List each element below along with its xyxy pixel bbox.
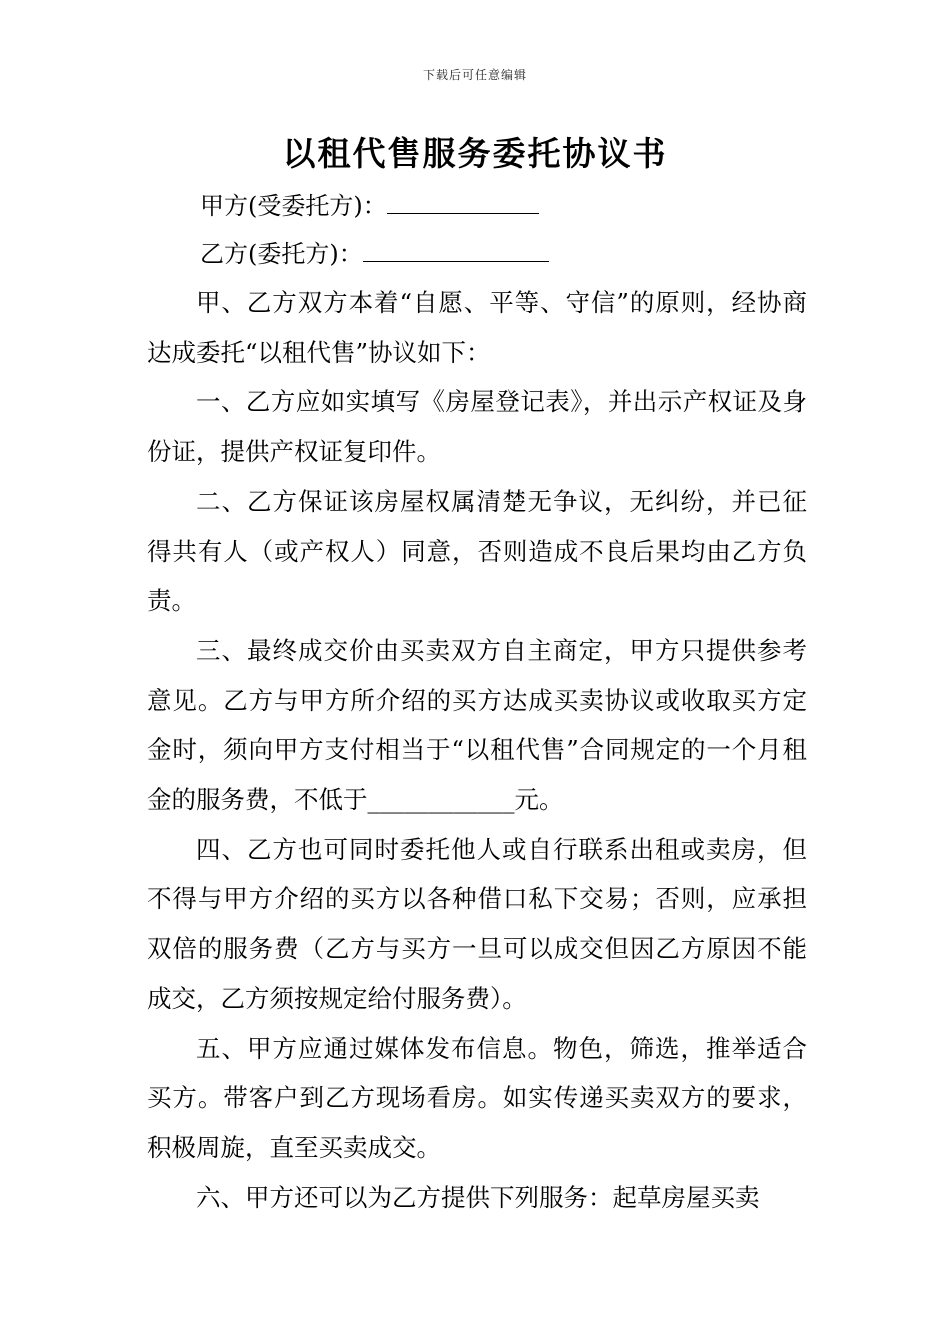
paragraph-clause-2: 二、乙方保证该房屋权属清楚无争议，无纠纷，并已征得共有人（或产权人）同意，否则造成不良后果均由乙方负责。 — [147, 486, 807, 616]
party-b-blank — [363, 239, 549, 262]
party-a-label: 甲方(受委托方)： — [200, 192, 387, 220]
party-b-label: 乙方(委托方)： — [200, 240, 363, 268]
party-a-line — [200, 186, 539, 221]
paragraph-clause-6: 六、甲方还可以为乙方提供下列服务：起草房屋买卖 — [196, 1182, 760, 1212]
document-body — [147, 278, 807, 1222]
party-b-line — [200, 234, 549, 269]
document-title: 以租代售服务委托协议书 — [282, 134, 668, 173]
paragraph-preamble: 甲、乙方双方本着“自愿、平等、守信”的原则，经协商达成委托“以租代售”协议如下： — [147, 288, 807, 367]
paragraph-clause-4: 四、乙方也可同时委托他人或自行联系出租或卖房，但不得与甲方介绍的买方以各种借口私下交易；否则，应承担双倍的服务费（乙方与买方一旦可以成交但因乙方原因不能成交，乙方须按规定给付服务费）。 — [147, 834, 807, 1013]
paragraph-clause-3: 三、最终成交价由买卖双方自主商定，甲方只提供参考意见。乙方与甲方所介绍的买方达成买卖协议或收取买方定金时，须向甲方支付相当于“以租代售”合同规定的一个月租金的服务费，不低于____________元。 — [147, 635, 807, 815]
paragraph-clause-1: 一、乙方应如实填写《房屋登记表》，并出示产权证及身份证，提供产权证复印件。 — [147, 387, 807, 467]
header-note: 下载后可任意编辑 — [422, 68, 527, 82]
party-a-blank — [387, 191, 539, 214]
paragraph-clause-5: 五、甲方应通过媒体发布信息。物色，筛选，推举适合买方。带客户到乙方现场看房。如实传递买卖双方的要求，积极周旋，直至买卖成交。 — [147, 1033, 807, 1162]
